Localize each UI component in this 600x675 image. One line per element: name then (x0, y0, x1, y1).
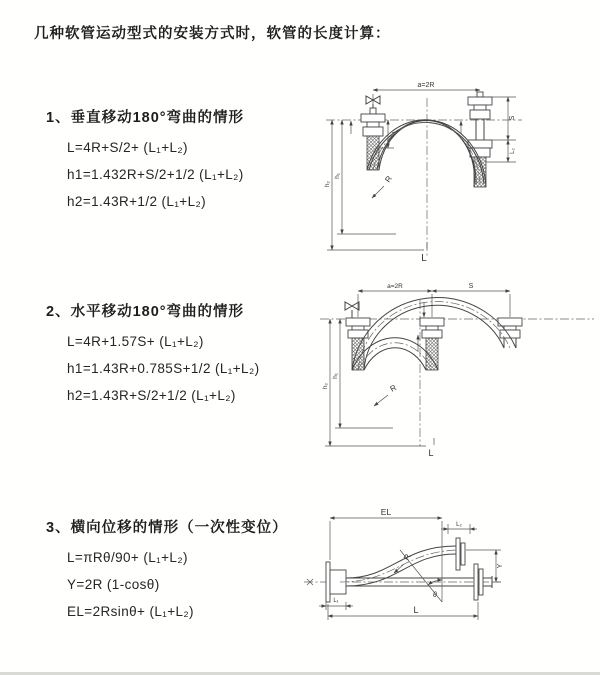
dim-label-h1: h₁ (334, 173, 341, 179)
movement-arrows (418, 302, 424, 352)
length-label: L (421, 253, 427, 264)
length-callout (421, 242, 427, 264)
section-2-heading: 2、水平移动180°弯曲的情形 (46, 304, 245, 320)
page-title: 几种软管运动型式的安装方式时，软管的长度计算： (34, 26, 391, 42)
section-3-formulas (67, 544, 288, 625)
radius-label: R (383, 174, 394, 185)
angle-label: θ (433, 592, 437, 599)
section-vertical-movement (46, 106, 244, 215)
dim-label-l: L (413, 605, 419, 615)
section-horizontal-movement (46, 300, 259, 409)
diagram-lateral-displacement (296, 502, 511, 647)
dimension-y (466, 550, 504, 582)
dim-label-h1: h₁ (332, 373, 339, 379)
length-callout (428, 438, 434, 458)
centerlines (326, 98, 522, 256)
dimension-el (330, 507, 442, 560)
valve-icon (345, 302, 359, 318)
dimension-l (328, 602, 478, 620)
formula-line: EL=2Rsinθ+ (L₁+L₂) (67, 604, 194, 619)
dim-label-a2r: a=2R (417, 82, 435, 89)
dimension-l1 (319, 598, 353, 610)
section-2-formulas (67, 328, 259, 409)
formula-line: h1=1.43R+0.785S+1/2 (L₁+L₂) (67, 361, 260, 376)
formula-line: Y=2R (1-cosθ) (67, 577, 160, 592)
dimension-a-2r (358, 283, 510, 317)
middle-hose-fitting (420, 318, 444, 370)
dim-label-l1: L₁ (333, 598, 339, 604)
formula-line: h1=1.432R+S/2+1/2 (L₁+L₂) (67, 167, 244, 182)
left-hose-fitting (346, 318, 370, 370)
dimension-l2 (441, 522, 477, 534)
section-3-heading: 3、横向位移的情形（一次性变位） (46, 520, 288, 536)
section-lateral-displacement (46, 516, 288, 625)
radius-callout (372, 174, 394, 198)
dim-label-y: Y (497, 563, 504, 569)
diagram-vertical-u-bend (308, 72, 598, 264)
radius-label: R (401, 552, 413, 562)
dim-label-h2: h₂ (322, 382, 329, 390)
radius-label: R (388, 383, 399, 394)
dim-label-l2: L₂ (456, 522, 462, 528)
length-label: L (428, 448, 434, 458)
right-hose-fitting-two-positions (468, 92, 492, 187)
dim-label-h2: h₂ (324, 180, 331, 188)
formula-line: L=πRθ/90+ (L₁+L₂) (67, 550, 188, 565)
section-1-heading: 1、垂直移动180°弯曲的情形 (46, 110, 245, 126)
left-hose-fitting (361, 108, 385, 170)
dim-label-el: EL (380, 507, 392, 517)
angle-construction (400, 521, 442, 602)
dimension-l2 (508, 140, 516, 162)
displaced-hose-curve (340, 546, 462, 586)
dim-label-l2: L₂ (510, 148, 516, 154)
dimension-h2 (322, 319, 426, 446)
dim-label-a2r: a=2R (387, 283, 403, 290)
dimension-a-2r (373, 82, 480, 107)
diagram-horizontal-u-bend (308, 278, 600, 458)
formula-line: L=4R+S/2+ (L₁+L₂) (67, 140, 188, 155)
dim-label-s: S (509, 115, 516, 121)
formula-line: h2=1.43R+1/2 (L₁+L₂) (67, 194, 207, 209)
top-right-flange-fitting (456, 538, 465, 570)
dim-label-l1: L₁ (390, 131, 396, 137)
radius-callout (374, 383, 398, 406)
formula-line: L=4R+1.57S+ (L₁+L₂) (67, 334, 204, 349)
dimension-s (432, 283, 510, 291)
formula-line: h2=1.43R+S/2+1/2 (L₁+L₂) (67, 388, 236, 403)
dim-label-s: S (468, 283, 474, 290)
section-1-formulas (67, 134, 244, 215)
